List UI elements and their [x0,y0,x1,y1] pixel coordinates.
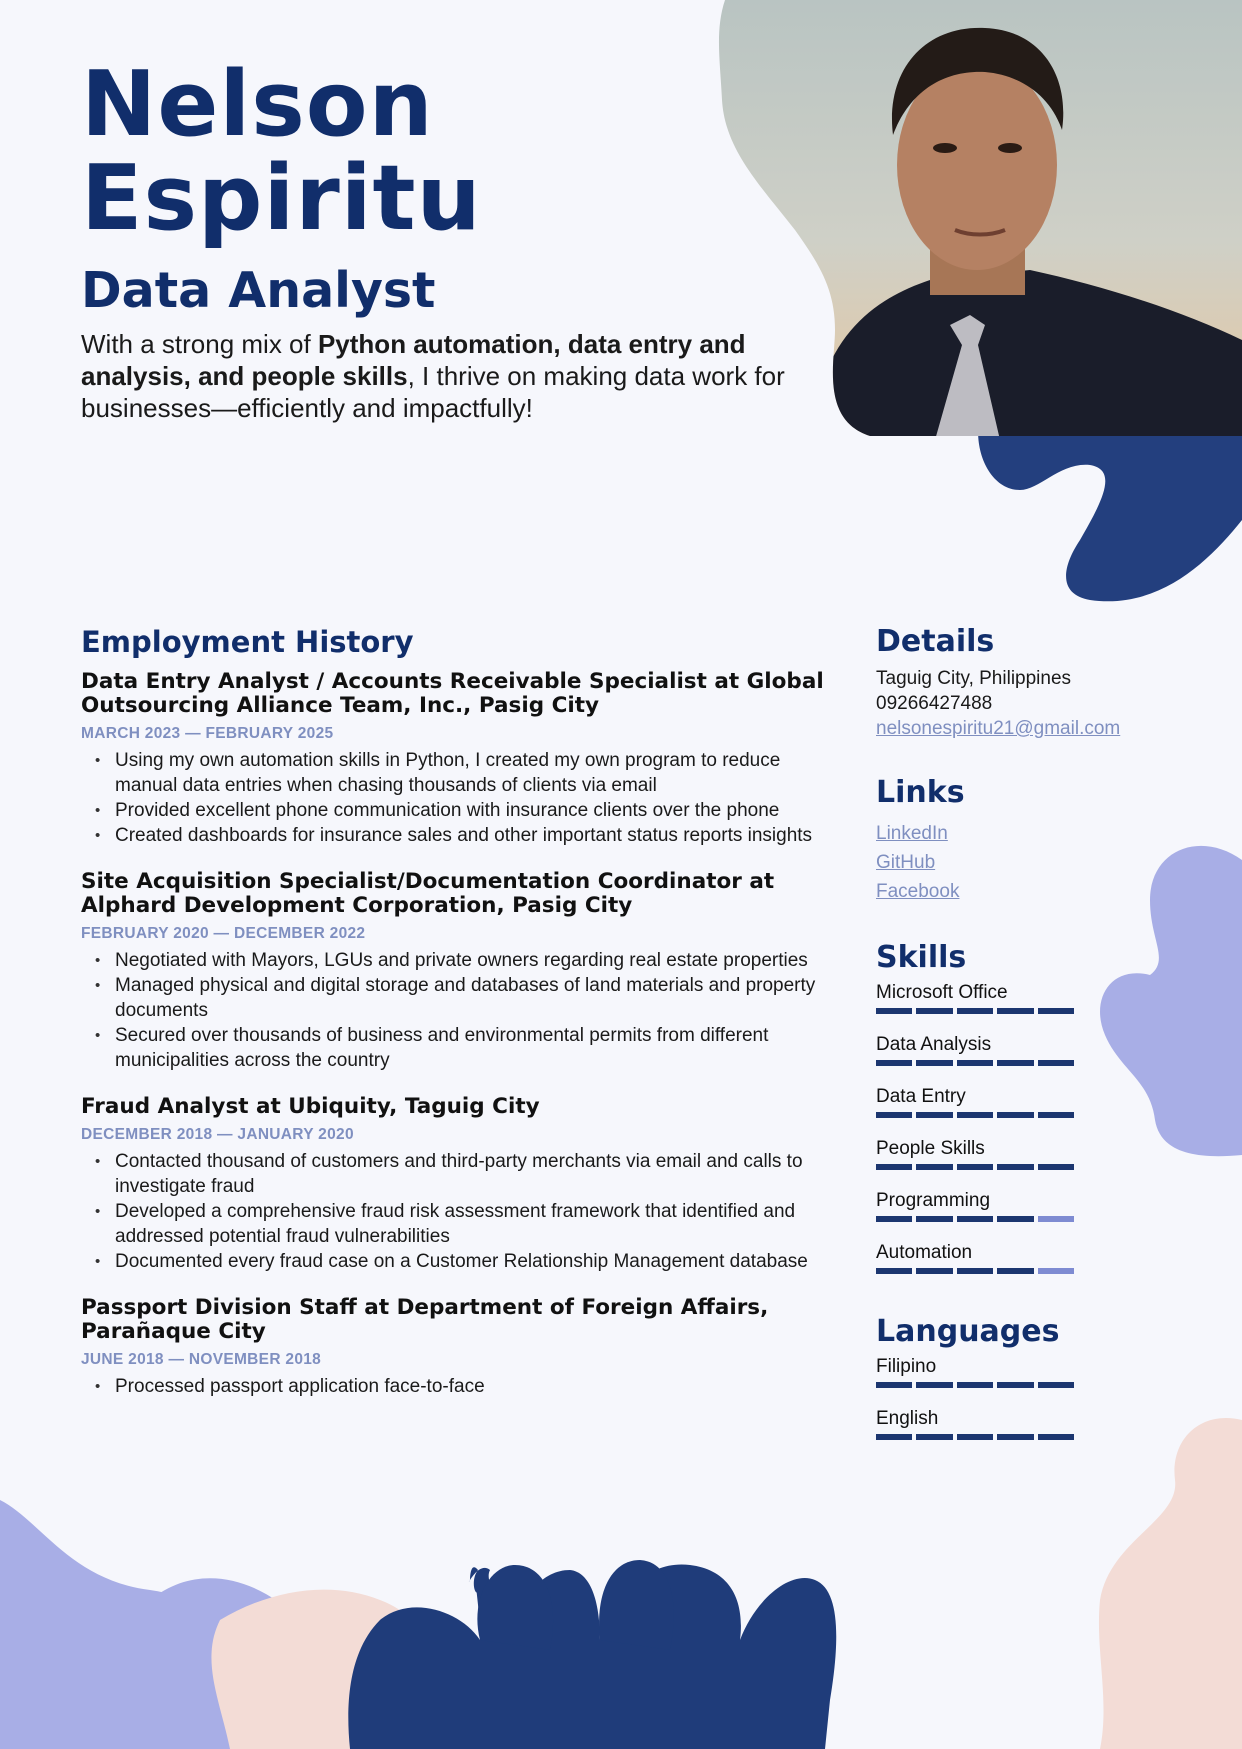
job-bullets [81,948,841,1073]
navy-finger-2 [599,1560,674,1650]
level-segment [876,1060,912,1066]
skills-section [876,940,1176,1274]
skill-item [876,1242,1074,1274]
skill-level-bar [876,1008,1074,1014]
skill-name: Data Entry [876,1086,966,1107]
summary-bold: Python automation, data entry and analysis, and people skills [81,329,746,391]
job-title: Site Acquisition Specialist/Documentation Coordinator at Alphard Development Corporation, Pasig City [81,869,775,918]
summary-post: , I thrive on making data work for businesses—efficiently and impactfully! [81,361,785,423]
job-entry [81,870,841,1073]
job-dates: DECEMBER 2018 — JANUARY 2020 [81,1126,354,1143]
level-segment [916,1216,952,1222]
skills-list [876,982,1176,1274]
job-title: Fraud Analyst at Ubiquity, Taguig City [81,1094,540,1119]
navy-blob-bottom [348,1564,836,1749]
skill-level-bar [876,1164,1074,1170]
job-bullet: • Processed passport application face-to-face [81,1374,841,1399]
level-segment [957,1268,993,1274]
languages-section [876,1314,1176,1440]
level-segment [997,1008,1033,1014]
details-heading: Details [876,624,995,659]
location-text: Taguig City, Philippines [876,668,1072,689]
level-segment [957,1060,993,1066]
skill-name: Automation [876,1242,973,1263]
candidate-name [81,52,482,251]
phone-text: 09266427488 [876,693,993,714]
languages-heading: Languages [876,1314,1060,1349]
level-segment [957,1382,993,1388]
skill-level-bar [876,1268,1074,1274]
name-line-1: Nelson [81,52,434,157]
level-segment [1038,1060,1074,1066]
level-segment [876,1008,912,1014]
level-segment [876,1216,912,1222]
level-segment [1038,1112,1074,1118]
level-segment [916,1164,952,1170]
skill-level-bar [876,1112,1074,1118]
job-entry [81,1296,841,1399]
job-bullet: • Contacted thousand of customers and third-party merchants via email and calls to investigate fraud [81,1149,841,1199]
job-dates: JUNE 2018 — NOVEMBER 2018 [81,1351,322,1368]
level-segment [916,1382,952,1388]
job-bullet: • Using my own automation skills in Python, I created my own program to reduce manual data entries when chasing thousands of clients via email [81,748,841,798]
level-segment [957,1434,993,1440]
job-bullet: • Documented every fraud case on a Customer Relationship Management database [81,1249,841,1274]
level-segment [916,1434,952,1440]
skill-name: People Skills [876,1138,985,1159]
job-title: Data Entry Analyst / Accounts Receivable Specialist at Global Outsourcing Alliance Team, Inc., Pasig City [81,669,824,718]
level-segment [957,1164,993,1170]
languages-list [876,1356,1176,1440]
level-segment [1038,1434,1074,1440]
email-link[interactable]: nelsonespiritu21@gmail.com [876,718,1121,739]
level-segment [997,1434,1033,1440]
skill-item [876,1190,1074,1222]
level-segment [1038,1216,1074,1222]
level-segment [1038,1382,1074,1388]
level-segment [916,1060,952,1066]
job-bullets [81,1374,841,1399]
language-name: Filipino [876,1356,937,1377]
skill-name: Programming [876,1190,991,1211]
job-bullets [81,748,841,848]
skill-item [876,1138,1074,1170]
level-segment [1038,1164,1074,1170]
links-section [876,775,1176,906]
level-segment [876,1434,912,1440]
job-entry [81,670,841,848]
skill-level-bar [876,1060,1074,1066]
job-bullet: • Secured over thousands of business and environmental permits from different municipalities across the country [81,1023,841,1073]
level-segment [957,1216,993,1222]
employment-history-section [81,624,841,1399]
level-segment [916,1008,952,1014]
job-title: Passport Division Staff at Department of Foreign Affairs, Parañaque City [81,1295,769,1344]
skill-level-bar [876,1216,1074,1222]
language-item [876,1408,1074,1440]
level-segment [997,1268,1033,1274]
level-segment [957,1008,993,1014]
peach-blob-right [1099,1418,1242,1749]
level-segment [916,1112,952,1118]
skills-heading: Skills [876,940,967,975]
job-bullet: • Developed a comprehensive fraud risk assessment framework that identified and addressed potential fraud vulnerabilities [81,1199,841,1249]
job-bullet: • Provided excellent phone communication with insurance clients over the phone [81,798,841,823]
linkedin-link[interactable]: LinkedIn [876,823,948,844]
level-segment [997,1060,1033,1066]
links-heading: Links [876,775,965,810]
language-level-bar [876,1434,1074,1440]
level-segment [916,1268,952,1274]
summary-pre: With a strong mix of [81,329,318,359]
level-segment [876,1112,912,1118]
profile-summary [81,328,811,424]
github-link[interactable]: GitHub [876,852,936,873]
level-segment [997,1164,1033,1170]
level-segment [876,1164,912,1170]
skill-item [876,1034,1074,1066]
level-segment [876,1268,912,1274]
skill-name: Microsoft Office [876,982,1008,1003]
facebook-link[interactable]: Facebook [876,881,960,902]
language-name: English [876,1408,939,1429]
level-segment [997,1216,1033,1222]
skill-item [876,982,1074,1014]
job-dates: FEBRUARY 2020 — DECEMBER 2022 [81,925,366,942]
level-segment [1038,1008,1074,1014]
level-segment [876,1382,912,1388]
sidebar [876,624,1176,1440]
job-entry [81,1095,841,1274]
job-role-title: Data Analyst [81,262,436,319]
level-segment [957,1112,993,1118]
details-section [876,624,1176,741]
job-bullet: • Negotiated with Mayors, LGUs and private owners regarding real estate properties [81,948,841,973]
job-bullet: • Created dashboards for insurance sales and other important status reports insights [81,823,841,848]
level-segment [1038,1268,1074,1274]
name-line-2: Espiritu [81,146,482,251]
job-bullet: • Managed physical and digital storage and databases of land materials and property documents [81,973,841,1023]
job-bullets [81,1149,841,1274]
employment-heading: Employment History [81,625,414,659]
level-segment [997,1382,1033,1388]
level-segment [997,1112,1033,1118]
skill-item [876,1086,1074,1118]
job-dates: MARCH 2023 — FEBRUARY 2025 [81,725,334,742]
skill-name: Data Analysis [876,1034,992,1055]
language-item [876,1356,1074,1388]
language-level-bar [876,1382,1074,1388]
